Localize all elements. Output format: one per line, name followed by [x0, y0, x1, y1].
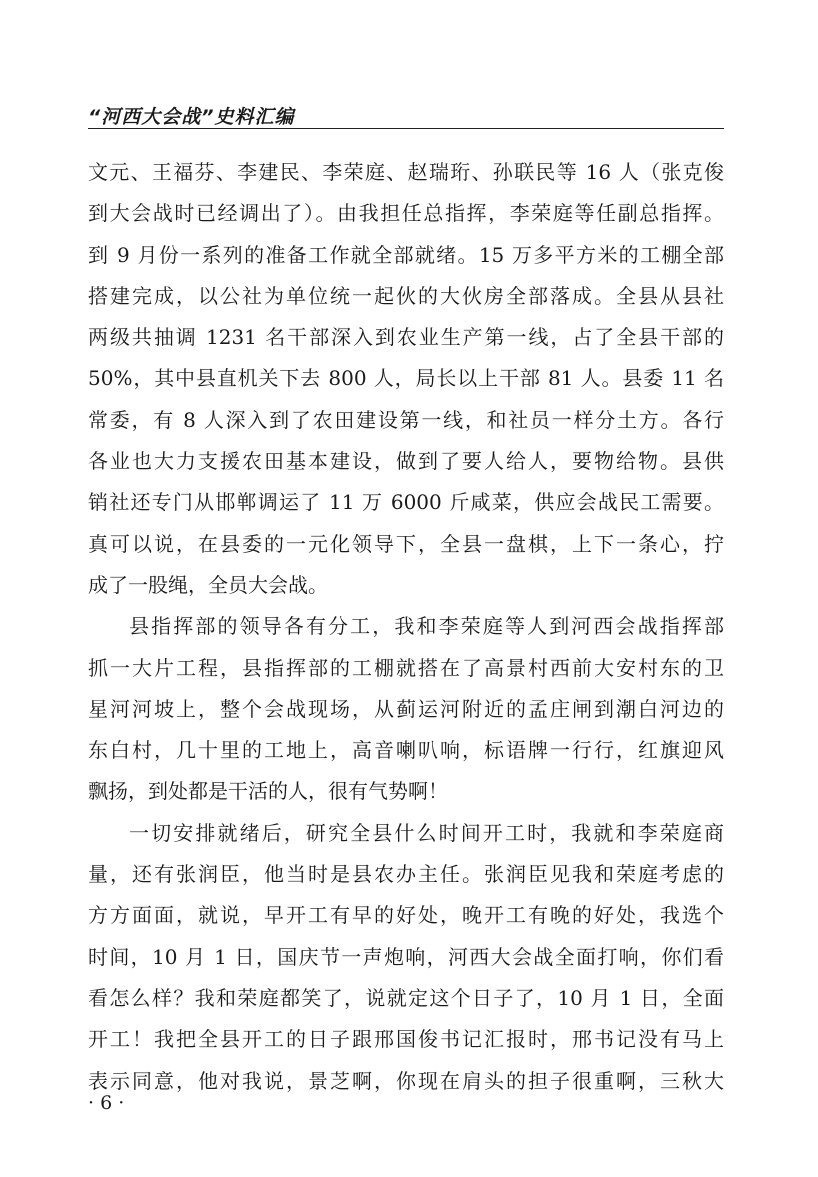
paragraph-end-line: 飘扬，到处都是干活的人，很有气势啊！	[88, 779, 448, 804]
text-line: 文元、王福芬、李建民、李荣庭、赵瑞珩、孙联民等 16 人（张克俊	[88, 160, 724, 184]
page-number: · 6 ·	[88, 1092, 125, 1114]
text-line: 时间，10 月 1 日，国庆节一声炮响，河西大会战全面打响，你们看	[88, 944, 724, 969]
header-title: “河西大会战”史料汇编	[88, 106, 295, 128]
text-line: 销社还专门从邯郸调运了 11 万 6000 斤咸菜，供应会战民工需要。	[88, 490, 724, 515]
text-line: 搭建完成，以公社为单位统一起伙的大伙房全部落成。全县从县社	[88, 283, 724, 308]
text-line: 表示同意，他对我说，景芝啊，你现在肩头的担子很重啊，三秋大	[88, 1068, 724, 1093]
paragraph-start-line: 县指挥部的领导各有分工，我和李荣庭等人到河西会战指挥部	[129, 614, 724, 639]
text-line: 50%，其中县直机关下去 800 人，局长以上干部 81 人。县委 11 名	[88, 366, 724, 391]
text-line: 两级共抽调 1231 名干部深入到农业生产第一线，占了全县干部的	[88, 325, 724, 350]
body-text	[88, 152, 724, 1102]
text-line: 方方面面，就说，早开工有早的好处，晚开工有晚的好处，我选个	[88, 903, 724, 928]
paragraph-start-line: 一切安排就绪后，研究全县什么时间开工时，我就和李荣庭商	[129, 820, 724, 845]
text-line: 抓一大片工程，县指挥部的工棚就搭在了高景村西前大安村东的卫	[88, 655, 724, 680]
text-line: 看怎么样？我和荣庭都笑了，说就定这个日子了，10 月 1 日，全面	[88, 985, 724, 1010]
text-line: 开工！我把全县开工的日子跟邢国俊书记汇报时，邢书记没有马上	[88, 1027, 724, 1052]
text-line: 真可以说，在县委的一元化领导下，全县一盘棋，上下一条心，拧	[88, 531, 724, 556]
paragraph-end-line: 成了一股绳，全员大会战。	[88, 572, 328, 597]
text-line: 到 9 月份一系列的准备工作就全部就绪。15 万多平方米的工棚全部	[88, 242, 724, 267]
text-line: 星河河坡上，整个会战现场，从蓟运河附近的孟庄闸到潮白河边的	[88, 696, 724, 721]
header-rule	[88, 128, 724, 129]
text-line: 到大会战时已经调出了）。由我担任总指挥，李荣庭等任副总指挥。	[88, 201, 724, 226]
text-line: 各业也大力支援农田基本建设，做到了要人给人，要物给物。县供	[88, 449, 724, 474]
running-header	[88, 100, 724, 130]
text-line: 量，还有张润臣，他当时是县农办主任。张润臣见我和荣庭考虑的	[88, 862, 724, 887]
text-line: 东白村，几十里的工地上，高音喇叭响，标语牌一行行，红旗迎风	[88, 738, 724, 763]
text-line: 常委，有 8 人深入到了农田建设第一线，和社员一样分土方。各行	[88, 407, 724, 432]
